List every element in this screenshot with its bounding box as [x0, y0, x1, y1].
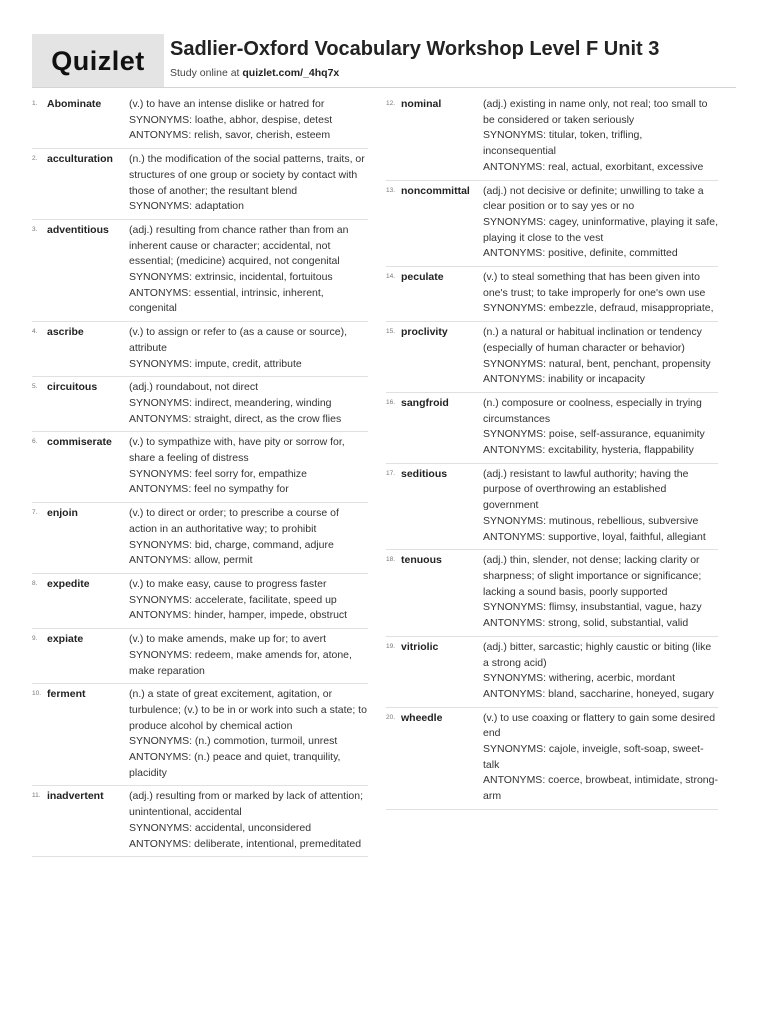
- term-definition: [483, 640, 718, 703]
- definition-line: SYNONYMS: accelerate, facilitate, speed up: [129, 593, 337, 606]
- study-online-link[interactable]: quizlet.com/_4hq7x: [242, 67, 340, 79]
- term-number: 13.: [386, 186, 396, 194]
- definition-line: (n.) a state of great excitement, agitation, or turbulence; (v.) to be in or work into such a state; to produce alcohol by chemical action: [129, 688, 367, 732]
- term-word: noncommittal: [401, 184, 470, 197]
- term-word: proclivity: [401, 326, 448, 339]
- term-entry: [32, 684, 368, 786]
- term-number: 1.: [32, 100, 38, 107]
- term-number: 14.: [386, 273, 396, 281]
- term-number: 11.: [32, 792, 41, 800]
- term-entry: [32, 220, 368, 322]
- definition-line: (v.) to sympathize with, have pity or sorrow for, share a feeling of distress: [129, 436, 345, 465]
- term-number: 16.: [386, 398, 396, 406]
- definition-line: (adj.) bitter, sarcastic; highly caustic or biting (like a strong acid): [483, 640, 712, 669]
- definition-line: (v.) to steal something that has been given into one's trust; to take improperly for one's own use: [483, 271, 706, 299]
- term-entry: [386, 181, 718, 268]
- quizlet-logo[interactable]: Quizlet: [32, 34, 164, 88]
- term-number: 17.: [386, 469, 396, 477]
- term-definition: [483, 184, 718, 263]
- term-word: wheedle: [401, 711, 443, 724]
- definition-line: (v.) to use coaxing or flattery to gain some desired end: [483, 711, 716, 740]
- term-word: enjoin: [47, 507, 78, 520]
- definition-line: ANTONYMS: relish, savor, cherish, esteem: [129, 129, 331, 142]
- definition-line: (adj.) resulting from chance rather than from an inherent cause or character; accidental, not essential; (medicine) acquired, not congenital: [129, 223, 349, 268]
- term-word: inadvertent: [47, 790, 104, 803]
- definition-line: SYNONYMS: flimsy, insubstantial, vague, hazy: [483, 601, 702, 614]
- term-word: sangfroid: [401, 396, 449, 409]
- term-number: 5.: [32, 383, 38, 391]
- definition-line: (adj.) resulting from or marked by lack of attention; unintentional, accidental: [129, 790, 364, 819]
- definition-line: (v.) to make amends, make up for; to avert: [129, 633, 327, 646]
- definition-line: (v.) to have an intense dislike or hatred for: [129, 98, 325, 110]
- term-definition: [129, 435, 368, 498]
- term-definition: [483, 711, 718, 805]
- term-word: expiate: [47, 633, 84, 646]
- term-definition: [483, 396, 718, 459]
- definition-line: SYNONYMS: accidental, unconsidered: [129, 821, 312, 834]
- definition-line: ANTONYMS: coerce, browbeat, intimidate, strong-arm: [483, 774, 718, 803]
- term-word: expedite: [47, 577, 90, 590]
- term-definition: [483, 553, 718, 632]
- definition-line: (v.) to assign or refer to (as a cause or source), attribute: [129, 326, 348, 354]
- term-word: circuitous: [47, 381, 98, 394]
- term-entry: [386, 267, 718, 322]
- definition-line: (n.) composure or coolness, especially in trying circumstances: [483, 396, 702, 425]
- definition-line: SYNONYMS: adaptation: [129, 200, 244, 213]
- definition-line: ANTONYMS: straight, direct, as the crow flies: [129, 412, 342, 425]
- term-definition: [483, 325, 718, 388]
- term-word: Abominate: [47, 98, 102, 110]
- definition-line: ANTONYMS: hinder, hamper, impede, obstruct: [129, 609, 348, 622]
- definition-line: SYNONYMS: (n.) commotion, turmoil, unrest: [129, 735, 338, 748]
- term-number: 12.: [386, 100, 396, 107]
- definition-line: (adj.) not decisive or definite; unwilling to take a clear position or to say yes or no: [483, 184, 704, 213]
- term-entry: [386, 393, 718, 464]
- definition-line: ANTONYMS: strong, solid, substantial, valid: [483, 617, 689, 630]
- definition-line: ANTONYMS: essential, intrinsic, inherent, congenital: [129, 286, 324, 315]
- term-entry: [32, 574, 368, 629]
- term-number: 3.: [32, 225, 38, 233]
- term-definition: [129, 789, 368, 852]
- definition-line: (adj.) resistant to lawful authority; having the purpose of overthrowing an established government: [483, 467, 689, 512]
- page-title: Sadlier-Oxford Vocabulary Workshop Level F Unit 3: [170, 38, 660, 60]
- term-entry: [32, 377, 368, 432]
- term-entry: [386, 708, 718, 810]
- definition-line: SYNONYMS: feel sorry for, empathize: [129, 467, 307, 480]
- term-definition: [129, 97, 368, 144]
- term-word: commiserate: [47, 436, 112, 449]
- definition-line: (adj.) existing in name only, not real; too small to be considered or taken seriously: [483, 98, 708, 126]
- definition-line: SYNONYMS: titular, token, trifling, inconsequential: [483, 129, 643, 158]
- term-entry: [386, 637, 718, 708]
- term-entry: [32, 629, 368, 684]
- term-definition: [129, 152, 368, 215]
- term-definition: [129, 577, 368, 624]
- definition-line: (n.) the modification of the social patterns, traits, or structures of one group or society by contact with those of another; the resultant blend: [129, 153, 365, 197]
- term-word: adventitious: [47, 223, 109, 236]
- definition-line: ANTONYMS: supportive, loyal, faithful, allegiant: [483, 530, 706, 543]
- definition-line: SYNONYMS: cagey, uninformative, playing it safe, playing it close to the vest: [483, 215, 718, 244]
- term-definition: [129, 506, 368, 569]
- term-entry: [32, 149, 368, 220]
- term-number: 19.: [386, 642, 396, 650]
- definition-line: SYNONYMS: extrinsic, incidental, fortuitous: [129, 271, 333, 284]
- term-entry: [32, 94, 368, 149]
- definition-line: SYNONYMS: withering, acerbic, mordant: [483, 672, 675, 685]
- term-entry: [32, 322, 368, 377]
- definition-line: (n.) a natural or habitual inclination or tendency (especially of human character or behavior): [483, 326, 702, 354]
- term-word: tenuous: [401, 554, 442, 567]
- term-entry: [32, 503, 368, 574]
- term-number: 18.: [386, 556, 396, 564]
- term-word: acculturation: [47, 153, 113, 166]
- page-header: [32, 34, 736, 88]
- term-number: 8.: [32, 579, 38, 587]
- definition-line: SYNONYMS: loathe, abhor, despise, detest: [129, 113, 333, 126]
- definition-line: ANTONYMS: allow, permit: [129, 554, 253, 567]
- term-number: 9.: [32, 635, 38, 643]
- definition-line: SYNONYMS: cajole, inveigle, soft-soap, sweet-talk: [483, 743, 704, 771]
- definition-line: ANTONYMS: feel no sympathy for: [129, 483, 289, 496]
- term-definition: [483, 97, 718, 176]
- term-number: 20.: [386, 713, 396, 721]
- term-number: 2.: [32, 155, 38, 163]
- term-word: nominal: [401, 98, 442, 110]
- term-number: 10.: [32, 690, 42, 698]
- term-list-right: [386, 94, 718, 810]
- term-definition: [129, 632, 368, 679]
- definition-line: (v.) to direct or order; to prescribe a course of action in an authoritative way; to prohibit: [129, 507, 339, 535]
- definition-line: ANTONYMS: deliberate, intentional, premeditated: [129, 837, 362, 850]
- term-number: 15.: [386, 328, 396, 336]
- definition-line: SYNONYMS: embezzle, defraud, misappropriate,: [483, 302, 714, 315]
- term-entry: [386, 464, 718, 551]
- term-word: ferment: [47, 688, 86, 701]
- term-definition: [129, 223, 368, 317]
- term-word: ascribe: [47, 326, 84, 339]
- term-entry: [386, 550, 718, 637]
- term-number: 6.: [32, 438, 38, 446]
- definition-line: SYNONYMS: redeem, make amends for, atone, make reparation: [129, 648, 352, 677]
- definition-line: ANTONYMS: positive, definite, committed: [483, 247, 678, 260]
- definition-line: ANTONYMS: real, actual, exorbitant, excessive: [483, 160, 704, 173]
- definition-line: (adj.) thin, slender, not dense; lacking clarity or sharpness; of slight importance or significance; lacking a sound basis, poorly supported: [483, 554, 702, 598]
- term-definition: [129, 380, 368, 427]
- definition-line: ANTONYMS: excitability, hysteria, flappability: [483, 444, 694, 457]
- term-number: 7.: [32, 509, 38, 517]
- term-entry: [32, 786, 368, 857]
- term-entry: [32, 432, 368, 503]
- study-online-label: Study online at: [170, 67, 240, 79]
- definition-line: (adj.) roundabout, not direct: [129, 381, 258, 394]
- definition-line: SYNONYMS: poise, self-assurance, equanimity: [483, 428, 705, 441]
- term-entry: [386, 322, 718, 393]
- definition-line: SYNONYMS: indirect, meandering, winding: [129, 396, 332, 409]
- term-definition: [129, 687, 368, 781]
- header-divider: [32, 87, 736, 88]
- term-word: seditious: [401, 467, 448, 480]
- term-word: peculate: [401, 271, 444, 284]
- term-number: 4.: [32, 328, 38, 336]
- term-definition: [483, 467, 718, 546]
- definition-line: SYNONYMS: mutinous, rebellious, subversive: [483, 514, 699, 527]
- term-word: vitriolic: [401, 640, 439, 653]
- definition-line: SYNONYMS: impute, credit, attribute: [129, 357, 302, 370]
- definition-line: ANTONYMS: bland, saccharine, honeyed, sugary: [483, 687, 714, 700]
- definition-line: SYNONYMS: bid, charge, command, adjure: [129, 538, 334, 551]
- definition-line: ANTONYMS: inability or incapacity: [483, 373, 646, 386]
- term-definition: [129, 325, 368, 372]
- term-entry: [386, 94, 718, 181]
- definition-line: (v.) to make easy, cause to progress faster: [129, 577, 327, 590]
- definition-line: SYNONYMS: natural, bent, penchant, propensity: [483, 357, 711, 370]
- definition-line: ANTONYMS: (n.) peace and quiet, tranquility, placidity: [129, 751, 341, 779]
- term-list-left: [32, 94, 368, 857]
- term-definition: [483, 270, 718, 317]
- study-online-line: [170, 67, 339, 79]
